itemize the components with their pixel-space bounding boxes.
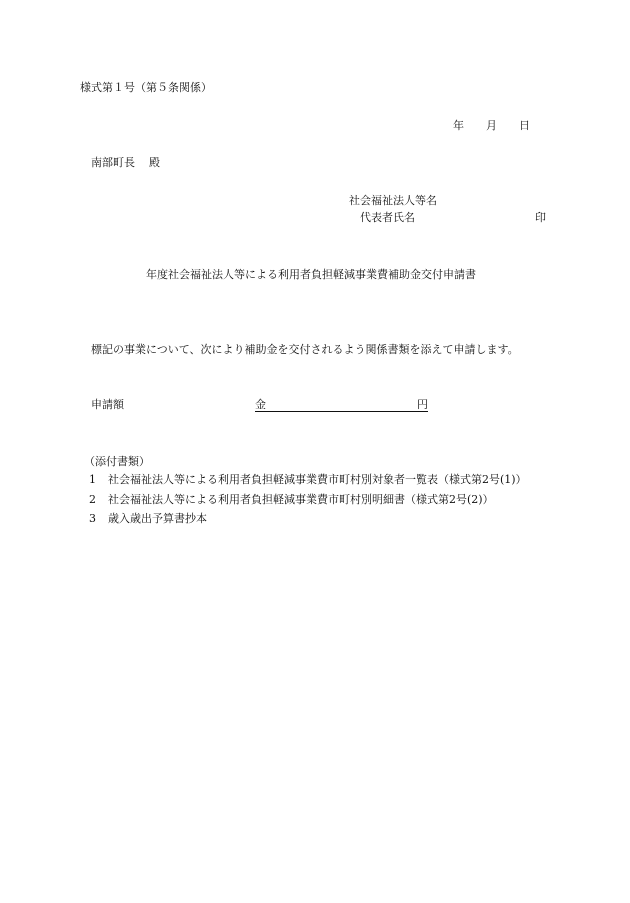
addressee-name: 南部町長 <box>91 156 135 169</box>
date-line <box>453 120 530 131</box>
attachment-text: 社会福祉法人等による利用者負担軽減事業費市町村別対象者一覧表（様式第2号(1)） <box>108 473 527 486</box>
attachment-number: 1 <box>89 473 96 486</box>
applicant-representative-label: 代表者氏名 <box>360 211 415 224</box>
attachment-text: 社会福祉法人等による利用者負担軽減事業費市町村別明細書（様式第2号(2)） <box>108 493 494 506</box>
date-year-label: 年 <box>453 119 464 132</box>
attachment-number: 3 <box>89 512 96 525</box>
attachment-item <box>89 474 527 485</box>
seal-mark: 印 <box>535 211 546 224</box>
amount-unit: 円 <box>417 398 428 411</box>
attachment-item <box>89 494 494 505</box>
addressee-honorific: 殿 <box>149 156 160 169</box>
amount-label: 申請額 <box>91 398 124 411</box>
attachment-text: 歳入歳出予算書抄本 <box>108 512 207 525</box>
application-statement: 標記の事業について、次により補助金を交付されるよう関係書類を添えて申請します。 <box>91 343 519 356</box>
applicant-organization-label: 社会福祉法人等名 <box>349 194 437 207</box>
attachment-item <box>89 513 207 524</box>
amount-field <box>255 399 428 412</box>
document-title: 年度社会福祉法人等による利用者負担軽減事業費補助金交付申請書 <box>146 268 476 281</box>
form-number: 様式第１号（第５条関係） <box>80 81 212 94</box>
attachment-number: 2 <box>89 493 96 506</box>
date-day-label: 日 <box>519 119 530 132</box>
attachments-heading: （添付書類） <box>84 455 150 468</box>
date-month-label: 月 <box>486 119 497 132</box>
amount-prefix: 金 <box>255 398 266 411</box>
addressee <box>91 157 160 168</box>
